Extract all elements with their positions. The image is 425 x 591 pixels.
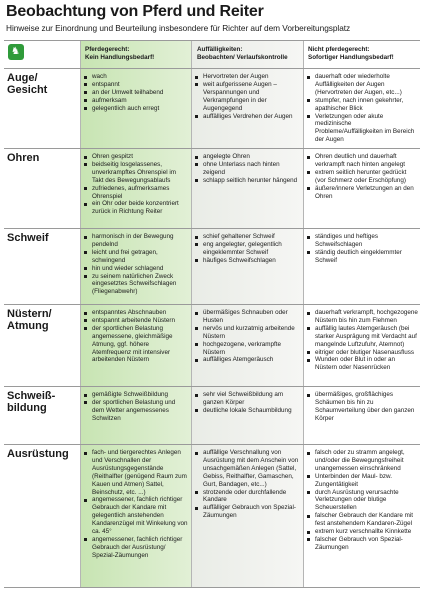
page-subtitle: Hinweise zur Einordnung und Beurteilung insbesondere für Richter auf dem Vorbereitungsplatz [6, 23, 351, 33]
cell-nuestern-nicht-pferdegerecht [306, 309, 418, 372]
row-divider [4, 444, 420, 445]
row-label-line: Atmung [7, 320, 49, 332]
list-item: dauerhaft verkrampft, hochgezogene Nüstern bis hin zum Flehmen [306, 309, 418, 325]
list-item: leicht und frei getragen, schwingend [83, 249, 189, 265]
cell-ausruestung-nicht-pferdegerecht [306, 449, 418, 552]
observation-table [4, 40, 420, 588]
cell-schweiss-nicht-pferdegerecht [306, 391, 418, 423]
list-item: Ohren gespitzt [83, 153, 189, 161]
row-label-line: Auge/ [7, 72, 38, 84]
header-line: Nicht pferdegerecht: [308, 46, 370, 53]
column-divider [191, 40, 192, 588]
list-item: weit aufgerissene Augen – Verspannungen und Verkrampfungen in der Augengegend [194, 81, 300, 113]
cell-auge-nicht-pferdegerecht [306, 73, 418, 144]
row-divider [4, 228, 420, 229]
list-item: hin und wieder schlagend [83, 265, 189, 273]
cell-nuestern-auffaelligkeiten [194, 309, 300, 364]
row-label-line: Nüstern/ [7, 308, 52, 320]
list-item: auffällige Verschnallung von Ausrüstung mit dem Anschein von unsachgemäßen Anlegen (Sattel, Gebiss, Reithalfter, Gamaschen, Gurt, Bandagen, etc...) [194, 449, 300, 489]
list-item: ständig deutlich eingeklemmter Schweif [306, 249, 418, 265]
list-item: hochgezogene, verkrampfte Nüstern [194, 341, 300, 357]
row-label-line: Ohren [7, 152, 40, 164]
list-item: falsch oder zu stramm angelegt, und/oder die Bewegungsfreiheit unangemessen einschränkend [306, 449, 418, 473]
row-label-schweissbildung [7, 390, 55, 414]
list-item: nervös und kurzatmig arbeitende Nüstern [194, 325, 300, 341]
list-item: eitriger oder blutiger Nasenausfluss [306, 349, 418, 357]
row-label-line: Schweif [7, 232, 49, 244]
list-item: auffälliges Atemgeräusch [194, 356, 300, 364]
cell-ausruestung-auffaelligkeiten [194, 449, 300, 520]
row-label-line: Schweiß- [7, 390, 56, 402]
header-line: Beobachten/ Verlaufskontrolle [197, 54, 288, 61]
row-label-auge-gesicht [7, 72, 47, 96]
list-item: angemessener, fachlich richtiger Gebrauch der Ausrüstung/ Spezial-Zäumungen [83, 536, 189, 560]
list-item: auffälliges Verdrehen der Augen [194, 113, 300, 121]
list-item: der sportlichen Belastung angemessene, gleichmäßige Atmung, ggf. höhere Atemfrequenz mit intensiver arbeitenden Nüstern [83, 325, 189, 365]
header-line: Kein Handlungsbedarf! [85, 54, 155, 61]
page-title: Beobachtung von Pferd und Reiter [6, 3, 264, 20]
row-divider [4, 68, 420, 69]
list-item: beidseitig losgelassenes, unverkrampftes Ohrenspiel im Takt des Bewegungsablaufs [83, 161, 189, 185]
list-item: Ohren deutlich und dauerhaft verkrampft nach hinten angelegt [306, 153, 418, 169]
list-item: falscher Gebrauch der Kandare mit fest anstehendem Kandaren-Zügel [306, 512, 418, 528]
list-item: entspannt arbeitende Nüstern [83, 317, 189, 325]
list-item: fach- und tiergerechtes Anlegen und Verschnallen der Ausrüstungsgegenstände (Reithalfter (genügend Raum zum Kauen und Atmen) Sattel, Beinschutz, etc. ...) [83, 449, 189, 496]
list-item: ohne Unterlass nach hinten zeigend [194, 161, 300, 177]
cell-ohren-nicht-pferdegerecht [306, 153, 418, 200]
list-item: der sportlichen Belastung und dem Wetter angemessenes Schwitzen [83, 399, 189, 423]
row-divider [4, 304, 420, 305]
horse-head-icon: ♞ [8, 44, 24, 60]
list-item: äußere/innere Verletzungen an den Ohren [306, 185, 418, 201]
list-item: entspannt [83, 81, 189, 89]
list-item: gemäßigte Schweißbildung [83, 391, 189, 399]
list-item: strotzende oder durchfallende Kandare [194, 489, 300, 505]
cell-schweiss-pferdegerecht [83, 391, 189, 423]
list-item: durch Ausrüstung verursachte Verletzungen oder blutige Scheuerstellen [306, 489, 418, 513]
row-label-schweif [7, 232, 49, 244]
list-item: ein Ohr oder beide konzentriert zurück in Richtung Reiter [83, 200, 189, 216]
list-item: übermäßiges Schnauben oder Husten [194, 309, 300, 325]
row-divider [4, 587, 420, 588]
list-item: gelegentlich auch erregt [83, 105, 189, 113]
header-nicht-pferdegerecht [308, 46, 394, 62]
list-item: angelegte Ohren [194, 153, 300, 161]
list-item: dauerhaft oder wiederholte Auffälligkeiten der Augen (Hervortreten der Augen, etc...) [306, 73, 418, 97]
list-item: angemessener, fachlich richtiger Gebrauch der Kandare mit gelegentlich anstehenden Kandarenzügel mit Winkelung von ca. 45° [83, 496, 189, 536]
row-label-ausruestung [7, 448, 69, 460]
list-item: harmonisch in der Bewegung pendelnd [83, 233, 189, 249]
row-divider [4, 40, 420, 41]
cell-ausruestung-pferdegerecht [83, 449, 189, 560]
list-item: übermäßiges, großflächiges Schäumen bis hin zu Schaumverteilung über den ganzen Körper [306, 391, 418, 423]
header-pferdegerecht [85, 46, 154, 62]
list-item: Verletzungen oder akute medizinische Probleme/Auffälligkeiten im Bereich der Augen [306, 113, 418, 145]
row-divider [4, 148, 420, 149]
row-label-line: Gesicht [7, 84, 48, 96]
cell-schweif-pferdegerecht [83, 233, 189, 296]
list-item: extrem kurz verschnallte Kinnkette [306, 528, 418, 536]
row-divider [4, 386, 420, 387]
list-item: Hervortreten der Augen [194, 73, 300, 81]
row-label-ohren [7, 152, 39, 164]
list-item: extrem seitlich herunter gedrückt (vor Schmerz oder Erschöpfung) [306, 169, 418, 185]
cell-ohren-pferdegerecht [83, 153, 189, 216]
header-line: Sofortiger Handlungsbedarf! [308, 54, 394, 61]
list-item: falscher Gebrauch von Spezial-Zäumungen [306, 536, 418, 552]
list-item: entspanntes Abschnauben [83, 309, 189, 317]
column-divider [80, 40, 81, 588]
list-item: aufmerksam [83, 97, 189, 105]
list-item: sehr viel Schweißbildung am ganzen Körper [194, 391, 300, 407]
cell-schweiss-auffaelligkeiten [194, 391, 300, 415]
row-label-line: Ausrüstung [7, 448, 69, 460]
list-item: wach [83, 73, 189, 81]
header-line: Auffälligkeiten: [197, 46, 243, 53]
list-item: deutliche lokale Schaumbildung [194, 407, 300, 415]
list-item: eng angelegter, gelegentlich eingeklemmter Schweif [194, 241, 300, 257]
list-item: an der Umwelt teilhabend [83, 89, 189, 97]
list-item: Wunden oder Blut in oder an Nüstern oder Nasenrücken [306, 356, 418, 372]
header-line: Pferdegerecht: [85, 46, 130, 53]
list-item: ständiges und heftiges Schweifschlagen [306, 233, 418, 249]
row-label-nuestern-atmung [7, 308, 52, 332]
list-item: stumpfer, nach innen gekehrter, apathischer Blick [306, 97, 418, 113]
list-item: auffällig lautes Atemgeräusch (bei starker Ausprägung mit Verdacht auf mangelnde Luftzufuhr, Atemnot) [306, 325, 418, 349]
list-item: zu seinem natürlichen Zweck eingesetztes Schweifschlagen (Fliegenabwehr) [83, 273, 189, 297]
row-label-line: bildung [7, 402, 47, 414]
cell-auge-pferdegerecht [83, 73, 189, 113]
list-item: zufriedenes, aufmerksames Ohrenspiel [83, 185, 189, 201]
cell-auge-auffaelligkeiten [194, 73, 300, 120]
list-item: häufiges Schweifschlagen [194, 257, 300, 265]
cell-schweif-auffaelligkeiten [194, 233, 300, 265]
list-item: auffälliger Gebrauch von Spezial-Zäumungen [194, 504, 300, 520]
list-item: schlapp seitlich herunter hängend [194, 177, 300, 185]
column-divider [303, 40, 304, 588]
header-auffaelligkeiten [197, 46, 288, 62]
list-item: schief gehaltener Schweif [194, 233, 300, 241]
list-item: Unterbinden der Maul- bzw. Zungentätigkeit [306, 473, 418, 489]
cell-nuestern-pferdegerecht [83, 309, 189, 364]
cell-schweif-nicht-pferdegerecht [306, 233, 418, 265]
cell-ohren-auffaelligkeiten [194, 153, 300, 185]
